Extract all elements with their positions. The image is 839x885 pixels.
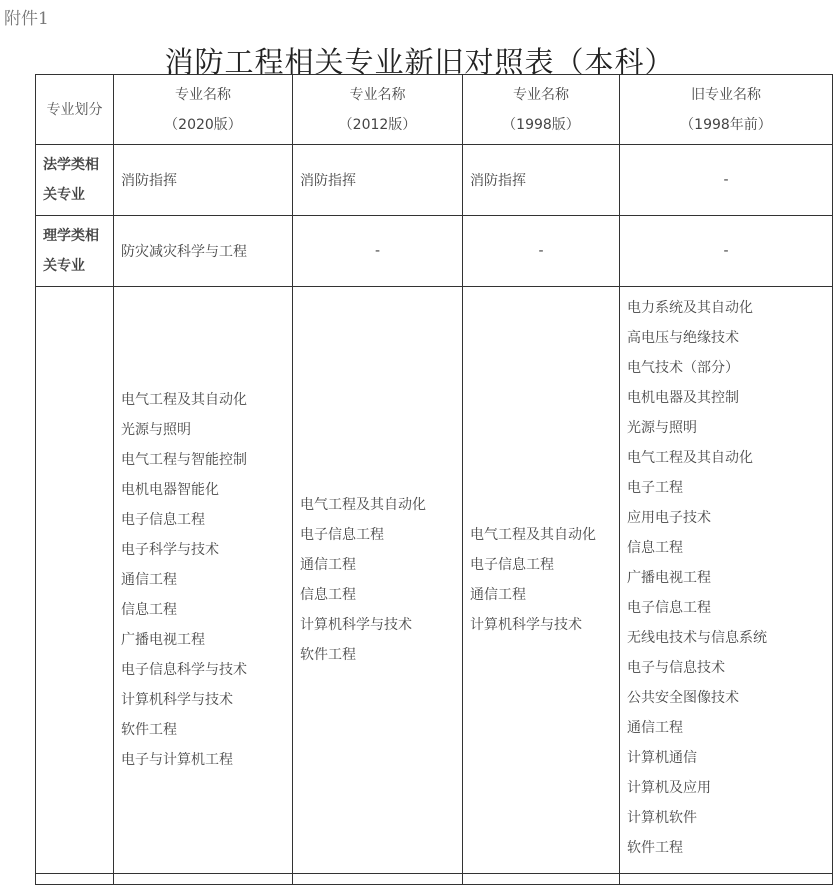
list-item: 电气工程及其自动化	[121, 392, 247, 408]
category-line: 关专业	[43, 258, 85, 274]
list-item: 信息工程	[300, 587, 356, 603]
list-item: 光源与照明	[627, 420, 697, 436]
cell-1998: 消防指挥	[463, 145, 620, 216]
header-1998-line2: （1998版）	[502, 116, 580, 133]
continuation-cell	[114, 874, 293, 885]
list-item: 电力系统及其自动化	[627, 300, 753, 316]
list-item: 光源与照明	[121, 422, 191, 438]
header-2012-line2: （2012版）	[338, 116, 417, 133]
list-cell-2020	[114, 287, 293, 874]
list-item: 电子信息工程	[470, 557, 554, 573]
list-item: 通信工程	[627, 720, 683, 736]
category-line: 理学类相	[43, 228, 99, 244]
category-cell	[36, 216, 114, 287]
list-item: 信息工程	[121, 602, 177, 618]
continuation-cell	[620, 874, 833, 885]
list-item: 通信工程	[470, 587, 526, 603]
list-item: 电气技术（部分）	[627, 360, 739, 376]
comparison-table	[35, 74, 833, 885]
cell-old: -	[620, 145, 833, 216]
list-item: 通信工程	[121, 572, 177, 588]
cell-2012: 消防指挥	[293, 145, 463, 216]
header-division: 专业划分	[36, 75, 114, 145]
header-1998-line1: 专业名称	[513, 86, 569, 103]
list-item: 广播电视工程	[627, 570, 711, 586]
list-item: 电子与信息技术	[627, 660, 725, 676]
list-item: 电子信息科学与技术	[121, 662, 247, 678]
list-item: 无线电技术与信息系统	[627, 630, 767, 646]
category-cell	[36, 145, 114, 216]
list-item: 通信工程	[300, 557, 356, 573]
list-item: 计算机及应用	[627, 780, 711, 796]
header-2012	[293, 75, 463, 145]
category-cell-empty	[36, 287, 114, 874]
header-1998	[463, 75, 620, 145]
list-item: 电气工程与智能控制	[121, 452, 247, 468]
list-item: 计算机科学与技术	[300, 617, 412, 633]
list-item: 计算机通信	[627, 750, 697, 766]
continuation-cell	[463, 874, 620, 885]
list-item: 计算机科学与技术	[470, 617, 582, 633]
list-item: 电子信息工程	[121, 512, 205, 528]
list-item: 电子工程	[627, 480, 683, 496]
list-item: 应用电子技术	[627, 510, 711, 526]
cell-1998: -	[463, 216, 620, 287]
cell-old: -	[620, 216, 833, 287]
list-cell-1998	[463, 287, 620, 874]
table-row-engineering	[36, 287, 833, 874]
header-old	[620, 75, 833, 145]
list-item: 软件工程	[121, 722, 177, 738]
list-item: 电子科学与技术	[121, 542, 219, 558]
list-cell-2012	[293, 287, 463, 874]
continuation-cell	[293, 874, 463, 885]
list-item: 电气工程及其自动化	[300, 497, 426, 513]
list-item: 电气工程及其自动化	[627, 450, 753, 466]
header-2020-line2: （2020版）	[164, 116, 242, 133]
list-cell-old	[620, 287, 833, 874]
list-item: 信息工程	[627, 540, 683, 556]
category-line: 法学类相	[43, 157, 99, 173]
list-item: 电子与计算机工程	[121, 752, 233, 768]
header-2020-line1: 专业名称	[175, 86, 231, 103]
list-item: 计算机科学与技术	[121, 692, 233, 708]
list-item: 高电压与绝缘技术	[627, 330, 739, 346]
header-2012-line1: 专业名称	[349, 86, 406, 103]
list-item: 软件工程	[300, 647, 356, 663]
list-item: 电机电器智能化	[121, 482, 219, 498]
table-row-law	[36, 145, 833, 216]
list-item: 电气工程及其自动化	[470, 527, 596, 543]
table-row-continuation	[36, 874, 833, 885]
list-item: 公共安全图像技术	[627, 690, 739, 706]
list-item: 广播电视工程	[121, 632, 205, 648]
category-line: 关专业	[43, 187, 85, 203]
header-old-line2: （1998年前）	[680, 116, 772, 133]
continuation-cell	[36, 874, 114, 885]
header-row	[36, 75, 833, 145]
header-old-line1: 旧专业名称	[691, 86, 761, 103]
attachment-label: 附件1	[4, 9, 49, 29]
list-item: 电子信息工程	[627, 600, 711, 616]
page-title: 消防工程相关专业新旧对照表（本科）	[164, 45, 675, 79]
table-row-science	[36, 216, 833, 287]
list-item: 电机电器及其控制	[627, 390, 739, 406]
list-item: 电子信息工程	[300, 527, 384, 543]
cell-2020: 防灾减灾科学与工程	[114, 216, 293, 287]
header-2020	[114, 75, 293, 145]
cell-2012: -	[293, 216, 463, 287]
list-item: 软件工程	[627, 840, 683, 856]
list-item: 计算机软件	[627, 810, 697, 826]
cell-2020: 消防指挥	[114, 145, 293, 216]
